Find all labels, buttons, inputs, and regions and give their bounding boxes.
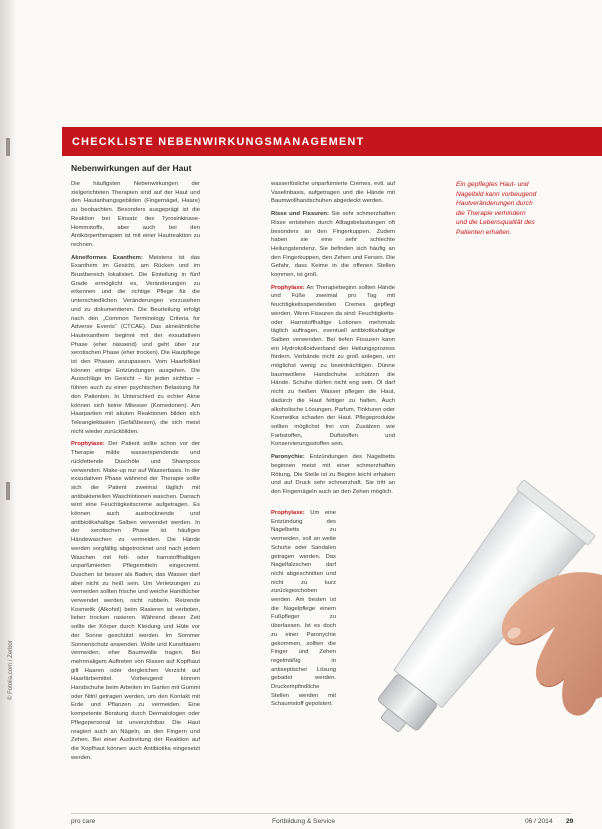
banner-title: CHECKLISTE NEBENWIRKUNGSMANAGEMENT (72, 135, 365, 148)
akne-text: Meistens ist das Exanthem im Gesicht, am Rücken und im Brustbereich lokalisiert. Die Einteilung in fünf Grade ermöglicht es, Veränderungen zu erkennen und die richtige Pflege für die unterschiedlichen Veränderungen vorzusehen und zu dokumentieren. Die Beurteilung erfolgt nach den „Common Terminology Criteria for Adverse Events“ (CTCAE). Das akneähnliche Hautexanthem beginnt mit der exsudativen Phase (eher nässend) und geht über zur xerotischen Phase (eher trocken). Die Hautpflege ist den Phasen anzupassen. Vom Haarfollikel können eitrige Entzündungen ausgehen. Die Ausschläge im Gesicht – für jeden sichtbar – führen auch zu einer psychischen Belastung für den Patienten. In Unterschied zu echter Akne können sich keine Mitesser (Komedonen). Am Haarpartien mit akuten Reaktionen bilden sich Teleangiektasien (Gefäßbesen), die sich meist nicht wieder zurückbilden. (71, 254, 201, 435)
text-column-1 (71, 180, 200, 766)
page-number: 29 (566, 818, 574, 825)
cream-tube-photo (330, 465, 602, 795)
akne-paragraph (71, 254, 200, 437)
binding-strip (0, 0, 16, 829)
side-note: Ein gepflegtes Haut- und Nagelbild kann vorbeugend Hautveränderungen durch die Therapie verhindern und die Lebensqualität des Patienten erhalten. (456, 181, 537, 236)
prophylaxe-text-2: An Therapiebeginn sollten Hände und Füße zweimal pro Tag mit feuchtigkeitsspendenden Cremes gepflegt werden. Wenn Fissuren da sind: Feuchtigkeits- oder Harnstoffhaltige Lotionen mehrmals täglich auftragen, eventuell antibiotikahaltige Salben verwenden. Bei tiefen Fissuren kann ein Hydrokolloidverband den Heilungsprozess fördern. Verbände nicht zu groß anlegen, um möglichst wenig zu beeinträchtigen. Dünne baumwollene Handschuhe schützen die Hände. Schuhe dürfen nicht eng sein. Öl darf nicht zu heißen Wasser pflegen die Haut, dadurch die Haut fettiger zu halten. Auch alkoholische Lösungen, Parfum, Tinkturen oder Kosmetika schaden der Haut. Pflegeprodukte sollten möglichst frei von Zusätzen wie Farbstoffen, Duftstoffen und Konservierungsstoffen sein. (271, 284, 395, 448)
prophylaxe-lead-1: Prophylaxe: (71, 441, 105, 448)
risse-lead: Risse und Fissuren: (271, 211, 329, 218)
footer-divider (71, 813, 571, 814)
akne-lead: Akneiformes Exanthem: (71, 254, 143, 261)
prophylaxe-paragraph-1 (71, 440, 200, 762)
binding-mark-bottom (6, 482, 10, 500)
prophylaxe-lead-3: Prophylaxe: (271, 510, 305, 516)
footer-magazine: pro care (71, 818, 96, 825)
section-subtitle: Nebenwirkungen auf der Haut (71, 163, 192, 173)
prophylaxe-paragraph-3 (271, 509, 336, 709)
text-column-2 (271, 180, 395, 501)
text-column-3 (271, 509, 336, 713)
risse-text: Sie sehr schmerzhaften Risse entstehen durch Alltagsbelastungen oft besonders an den Fingerkuppen. Zudem haben sie eine sehr schlechte Heilungstendenz. Sie befinden sich häufig an den Fingerkuppen, den Zehen und Fersen. Die Gefahr, dass Keime in die offenen Stellen kommen, ist groß. (271, 211, 395, 279)
photo-credit: © Fotolia.com / Zerbor (8, 640, 14, 700)
prophylaxe-text-3: Um eine Entzündung des Nagelbetts zu vermeiden, soll an weite Schuhe oder Sandalen getragen werden. Das Nagelfalzschen darf nicht abgeschnitten und nicht zu kurz zurückgeschoben werden. Am besten ist die Nagelpflege einem Fußpfleger zu überlassen. Ist es doch zu einer Paronychie gekommen, sollten die Finger und Zehen regelmäßig in antiseptischer Lösung gebadet werden. Druckempfindliche Stellen werden mit Schaumstoff gepolstert. (271, 510, 337, 708)
col2-continuation: wasserlösliche unparfümierte Cremes, evtl. auf Vaselinbasis, aufgetragen und die Hände mit Baumwollhandschuhen abgedeckt werden. (271, 181, 395, 205)
prophylaxe-paragraph-2 (271, 284, 395, 449)
footer-issue: 06 / 2014 (525, 818, 553, 825)
prophylaxe-text-1: Der Patient sollte schon vor der Therapie milde wasserspendende und rückfettende Duschöle und Shampoos verwenden. Make-up nur auf Wasserbasis. In der exsudativen Phase während der Therapie sollte sich der Patient zweimal täglich mit antibakteriellen Waschlotionen waschen. Danach wird eine Feuchtigkeitscreme aufgetragen. Es können auch austrocknende und antibiotikahaltige Salben verwendet werden. In der xerotischen Phase ist häufiges Händewaschen zu vermeiden. Die Hände werden sorgfältig abgetrocknet und nach jedem Waschen mit fett- oder harnstoffhaltigen unparfümierten Pflegemitteln eingecremt. Duschen ist besser als Baden, das Wasser darf aber nicht zu heiß sein. Um Verletzungen zu vermeiden sollten frische und weiche Handtücher verwendet werden, nicht rubbeln. Reizende Kosmetik (Alkohol) beim Rasieren ist verboten, lieber trocken rasieren. Während dieser Zeit sollte der Körper durch Kleidung und Hüte vor der Sonne geschützt werden. Im Sommer Sonnenschutz anwenden. Wolle und Kunstfasern vermeiden, eher Baumwolle tragen. Bei mehrmaligem Auftreten von Rissen auf Kopfhaut gilt Haaren oder dergleichen Verzicht auf Haarfärbemittel. Vorbeugend können Handschuhe beim Arbeiten im Garten mit Gummi oder Nitril getragen werden, um den Kontakt mit Erde und Pflanzen zu vermeiden. Eine kompetente Beratung durch Dermatologen oder Pflegepersonal ist unverzichtbar. Die Haut reagiert auch an Nägeln, an den Fingern und Zehen. Bei einer Ausbreitung der Reaktion auf die Kopfhaut können auch Antibiotika eingesetzt werden. (71, 441, 200, 761)
checklist-banner (62, 127, 602, 156)
paronychie-text: Entzündungen des Nagelbetts beginnen meist mit einer schmerzhaften Rötung. Die Stelle ist zu Beginn leicht erhaben und auf Druck sehr schmerzhaft. Sie tritt an den Fingernägeln auch an den Zehen möglich. (271, 454, 395, 495)
risse-paragraph (271, 210, 395, 280)
paronychie-lead: Paronychie: (271, 454, 305, 461)
footer-section: Fortbildung & Service (272, 818, 336, 825)
prophylaxe-lead-2: Prophylaxe: (271, 284, 305, 291)
intro-paragraph: Die häufigsten Nebenwirkungen der zielgerichteten Therapien sind auf der Haut und den Hautanhangsgebilden (Fingernägel, Haare) zu beobachten. Besonders ausgeprägt ist die Reaktion bei Einsatz des Tyrosinkinase-Hemmstoffs, aber auch bei den Antikörpertherapien ist mit einer Hautreaktion zu rechnen. (71, 181, 200, 248)
binding-mark-top (6, 138, 10, 156)
